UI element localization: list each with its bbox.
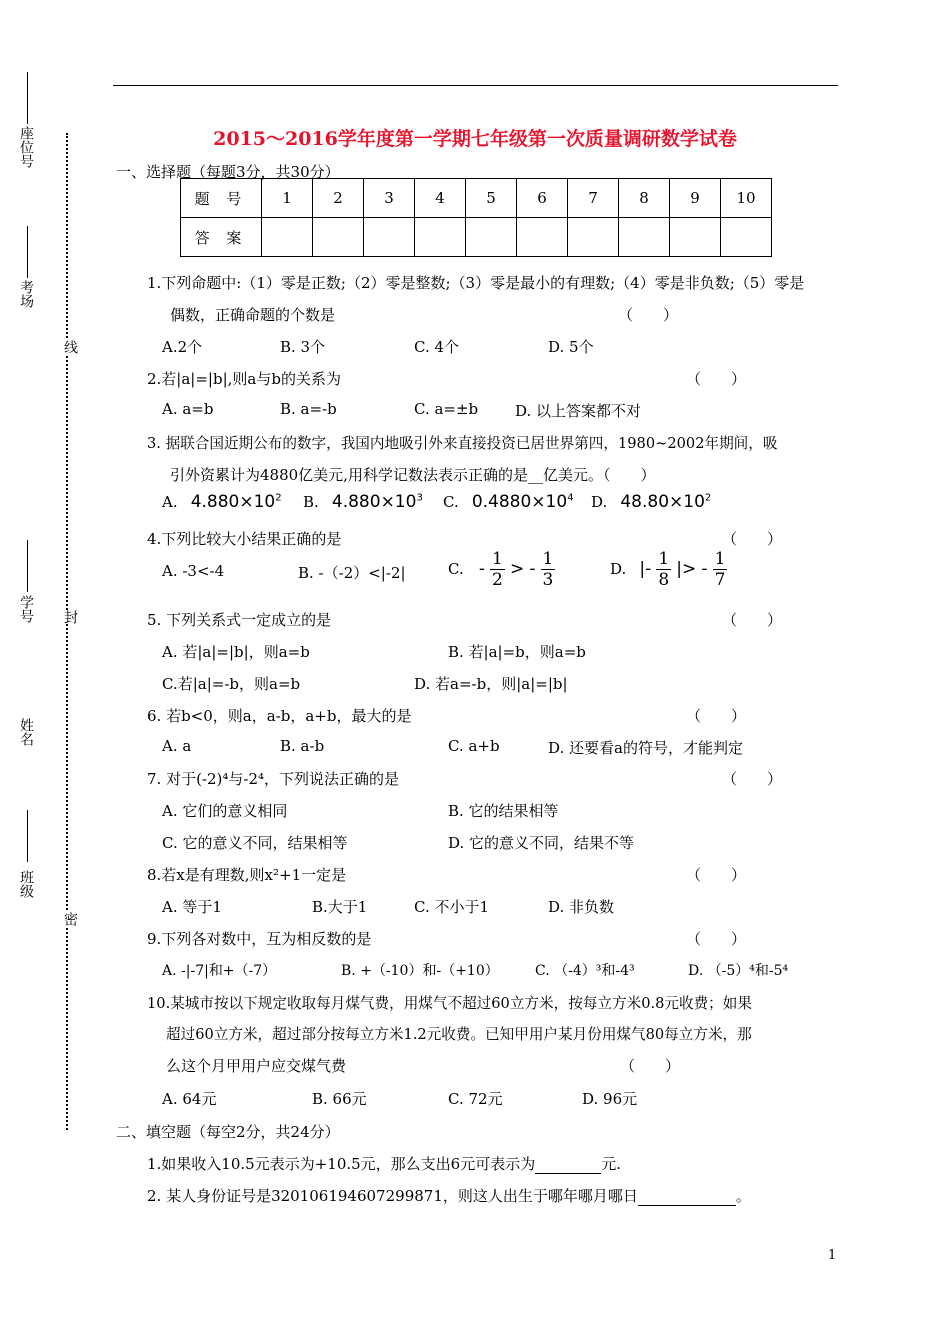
answer-cell[interactable] — [721, 218, 772, 257]
answer-table — [180, 178, 772, 257]
q1-option-d: D. 5个 — [548, 338, 594, 356]
q8-option-d: D. 非负数 — [548, 898, 615, 916]
fraction-one-eighth: $\frac{1}{8}$ — [658, 549, 670, 590]
q9-stem: 9.下列各对数中，互为相反数的是 — [147, 930, 372, 948]
answer-cell[interactable] — [517, 218, 568, 257]
student-no-label: 学号 — [18, 595, 34, 623]
q5-paren: （ ） — [722, 611, 783, 629]
table-cell: 4 — [415, 179, 466, 218]
fill-q1-blank[interactable] — [535, 1155, 601, 1174]
page-title: 2015～2016学年度第一学期七年级第一次质量调研数学试卷 — [213, 128, 737, 150]
q6-paren: （ ） — [686, 707, 747, 725]
q8-option-b: B.大于1 — [312, 898, 368, 916]
student-no-underline — [27, 540, 28, 592]
class-label: 班级 — [18, 870, 34, 898]
q7-stem: 7. 对于(-2)⁴与-2⁴，下列说法正确的是 — [147, 770, 400, 788]
fill-q1: 1.如果收入10.5元表示为+10.5元，那么支出6元可表示为 元. — [147, 1155, 622, 1173]
q2-paren: （ ） — [686, 370, 747, 388]
table-cell: 7 — [568, 179, 619, 218]
q10-stem-line3: 么这个月甲用户应交煤气费 — [166, 1057, 347, 1075]
table-cell: 6 — [517, 179, 568, 218]
q8-stem: 8.若x是有理数,则x²+1一定是 — [147, 866, 347, 884]
seal-dotted-line — [66, 133, 68, 1130]
q7-option-b: B. 它的结果相等 — [448, 802, 559, 820]
q2-option-d: D. 以上答案都不对 — [515, 402, 642, 420]
fill-q2: 2. 某人身份证号是320106194607299871，则这人出生于哪年哪月哪日 。 — [147, 1187, 751, 1205]
q9-option-d: D. （-5）⁴和-5⁴ — [688, 963, 789, 979]
section1-heading: 一、选择题（每题3分，共30分） — [116, 163, 340, 181]
fraction-one-third: $\frac{1}{3}$ — [542, 549, 554, 590]
answer-cell[interactable] — [262, 218, 313, 257]
table-cell: 5 — [466, 179, 517, 218]
q1-option-a: A.2个 — [162, 338, 203, 356]
q2-option-a: A. a=b — [162, 400, 214, 418]
q2-stem: 2.若|a|=|b|,则a与b的关系为 — [147, 370, 341, 388]
q3-stem-line2: 引外资累计为4880亿美元,用科学记数法表示正确的是__亿美元。（ ） — [170, 466, 656, 484]
q9-option-a: A. -|-7|和+（-7） — [162, 963, 277, 979]
q3-option-b: B. $4.880\times 10^3$ — [303, 492, 423, 512]
name-label: 姓名 — [18, 718, 34, 746]
q10-paren: （ ） — [620, 1057, 681, 1075]
seat-label: 座位号 — [18, 126, 34, 168]
header-rule — [113, 85, 838, 86]
q3-option-d: D. $48.80\times 10^2$ — [591, 492, 712, 512]
q6-option-d: D. 还要看a的符号，才能判定 — [548, 739, 743, 757]
q5-stem: 5. 下列关系式一定成立的是 — [147, 611, 332, 629]
q8-paren: （ ） — [686, 866, 747, 884]
table-cell: 9 — [670, 179, 721, 218]
q9-paren: （ ） — [686, 930, 747, 948]
q8-option-c: C. 不小于1 — [414, 898, 490, 916]
q7-paren: （ ） — [722, 770, 783, 788]
answer-cell[interactable] — [466, 218, 517, 257]
answer-cell[interactable] — [364, 218, 415, 257]
q4-option-d: D. |- $\frac{1}{8}$ |> - $\frac{1}{7}$ — [610, 549, 726, 590]
fraction-one-half: $\frac{1}{2}$ — [492, 549, 503, 590]
section2-heading: 二、填空题（每空2分，共24分） — [116, 1123, 340, 1141]
table-cell: 8 — [619, 179, 670, 218]
q9-option-c: C. （-4）³和-4³ — [535, 963, 635, 979]
q3-option-a: A. $4.880\times 10^2$ — [162, 492, 282, 512]
q4-stem: 4.下列比较大小结果正确的是 — [147, 530, 342, 548]
q5-option-c: C.若|a|=-b，则a=b — [162, 675, 301, 693]
table-head-number: 题 号 — [181, 179, 262, 218]
line-word: 线 — [62, 340, 78, 354]
q1-paren: （ ） — [618, 306, 679, 324]
q7-option-c: C. 它的意义不同，结果相等 — [162, 834, 348, 852]
q7-option-a: A. 它们的意义相同 — [162, 802, 288, 820]
seal-word: 封 — [62, 610, 78, 624]
q9-option-b: B. +（-10）和-（+10） — [341, 963, 499, 979]
q3-stem-line1: 3. 据联合国近期公布的数字，我国内地吸引外来直接投资已居世界第四，1980~2002年期间，吸 — [147, 435, 778, 452]
answer-cell[interactable] — [568, 218, 619, 257]
q1-option-c: C. 4个 — [414, 338, 460, 356]
q4-paren: （ ） — [722, 530, 783, 548]
q2-option-c: C. a=±b — [414, 400, 479, 418]
table-cell: 1 — [262, 179, 313, 218]
q10-option-b: B. 66元 — [312, 1090, 367, 1108]
room-label: 考场 — [18, 280, 34, 308]
q2-option-b: B. a=-b — [280, 400, 337, 418]
answer-cell[interactable] — [670, 218, 721, 257]
q1-stem-line1: 1.下列命题中:（1）零是正数;（2）零是整数;（3）零是最小的有理数;（4）零是非负数;（5）零是 — [147, 274, 805, 292]
q7-option-d: D. 它的意义不同，结果不等 — [448, 834, 635, 852]
q5-option-b: B. 若|a|=b，则a=b — [448, 643, 586, 661]
table-cell: 3 — [364, 179, 415, 218]
page-number: 1 — [828, 1248, 837, 1263]
q10-stem-line1: 10.某城市按以下规定收取每月煤气费，用煤气不超过60立方米，按每立方米0.8元收费；如果 — [147, 995, 752, 1012]
q6-stem: 6. 若b<0，则a，a-b，a+b，最大的是 — [147, 707, 412, 725]
q10-option-c: C. 72元 — [448, 1090, 503, 1108]
q6-option-c: C. a+b — [448, 737, 500, 755]
q1-option-b: B. 3个 — [280, 338, 326, 356]
fill-q2-blank[interactable] — [638, 1187, 736, 1206]
q8-option-a: A. 等于1 — [162, 898, 222, 916]
q10-stem-line2: 超过60立方米，超过部分按每立方米1.2元收费。已知甲用户某月份用煤气80每立方米，那 — [166, 1026, 752, 1043]
q10-option-d: D. 96元 — [582, 1090, 638, 1108]
q1-stem-line2: 偶数，正确命题的个数是 — [170, 306, 336, 324]
q6-option-b: B. a-b — [280, 737, 325, 755]
q4-option-a: A. -3<-4 — [162, 562, 225, 580]
seat-underline — [27, 72, 28, 124]
answer-cell[interactable] — [415, 218, 466, 257]
q5-option-a: A. 若|a|=|b|，则a=b — [162, 643, 310, 661]
secret-word: 密 — [62, 912, 78, 926]
answer-cell[interactable] — [619, 218, 670, 257]
table-head-answer: 答 案 — [181, 218, 262, 257]
q4-option-c: C. - $\frac{1}{2}$ > - $\frac{1}{3}$ — [448, 549, 554, 590]
class-underline — [27, 810, 28, 862]
table-cell: 10 — [721, 179, 772, 218]
room-underline — [27, 226, 28, 278]
q10-option-a: A. 64元 — [162, 1090, 217, 1108]
fraction-one-seventh: $\frac{1}{7}$ — [714, 549, 726, 590]
answer-cell[interactable] — [313, 218, 364, 257]
q5-option-d: D. 若a=-b，则|a|=|b| — [414, 675, 568, 693]
q3-option-c: C. $0.4880\times 10^4$ — [443, 492, 574, 512]
table-cell: 2 — [313, 179, 364, 218]
q4-option-b: B. -（-2）<|-2| — [298, 564, 406, 582]
q6-option-a: A. a — [162, 737, 192, 755]
